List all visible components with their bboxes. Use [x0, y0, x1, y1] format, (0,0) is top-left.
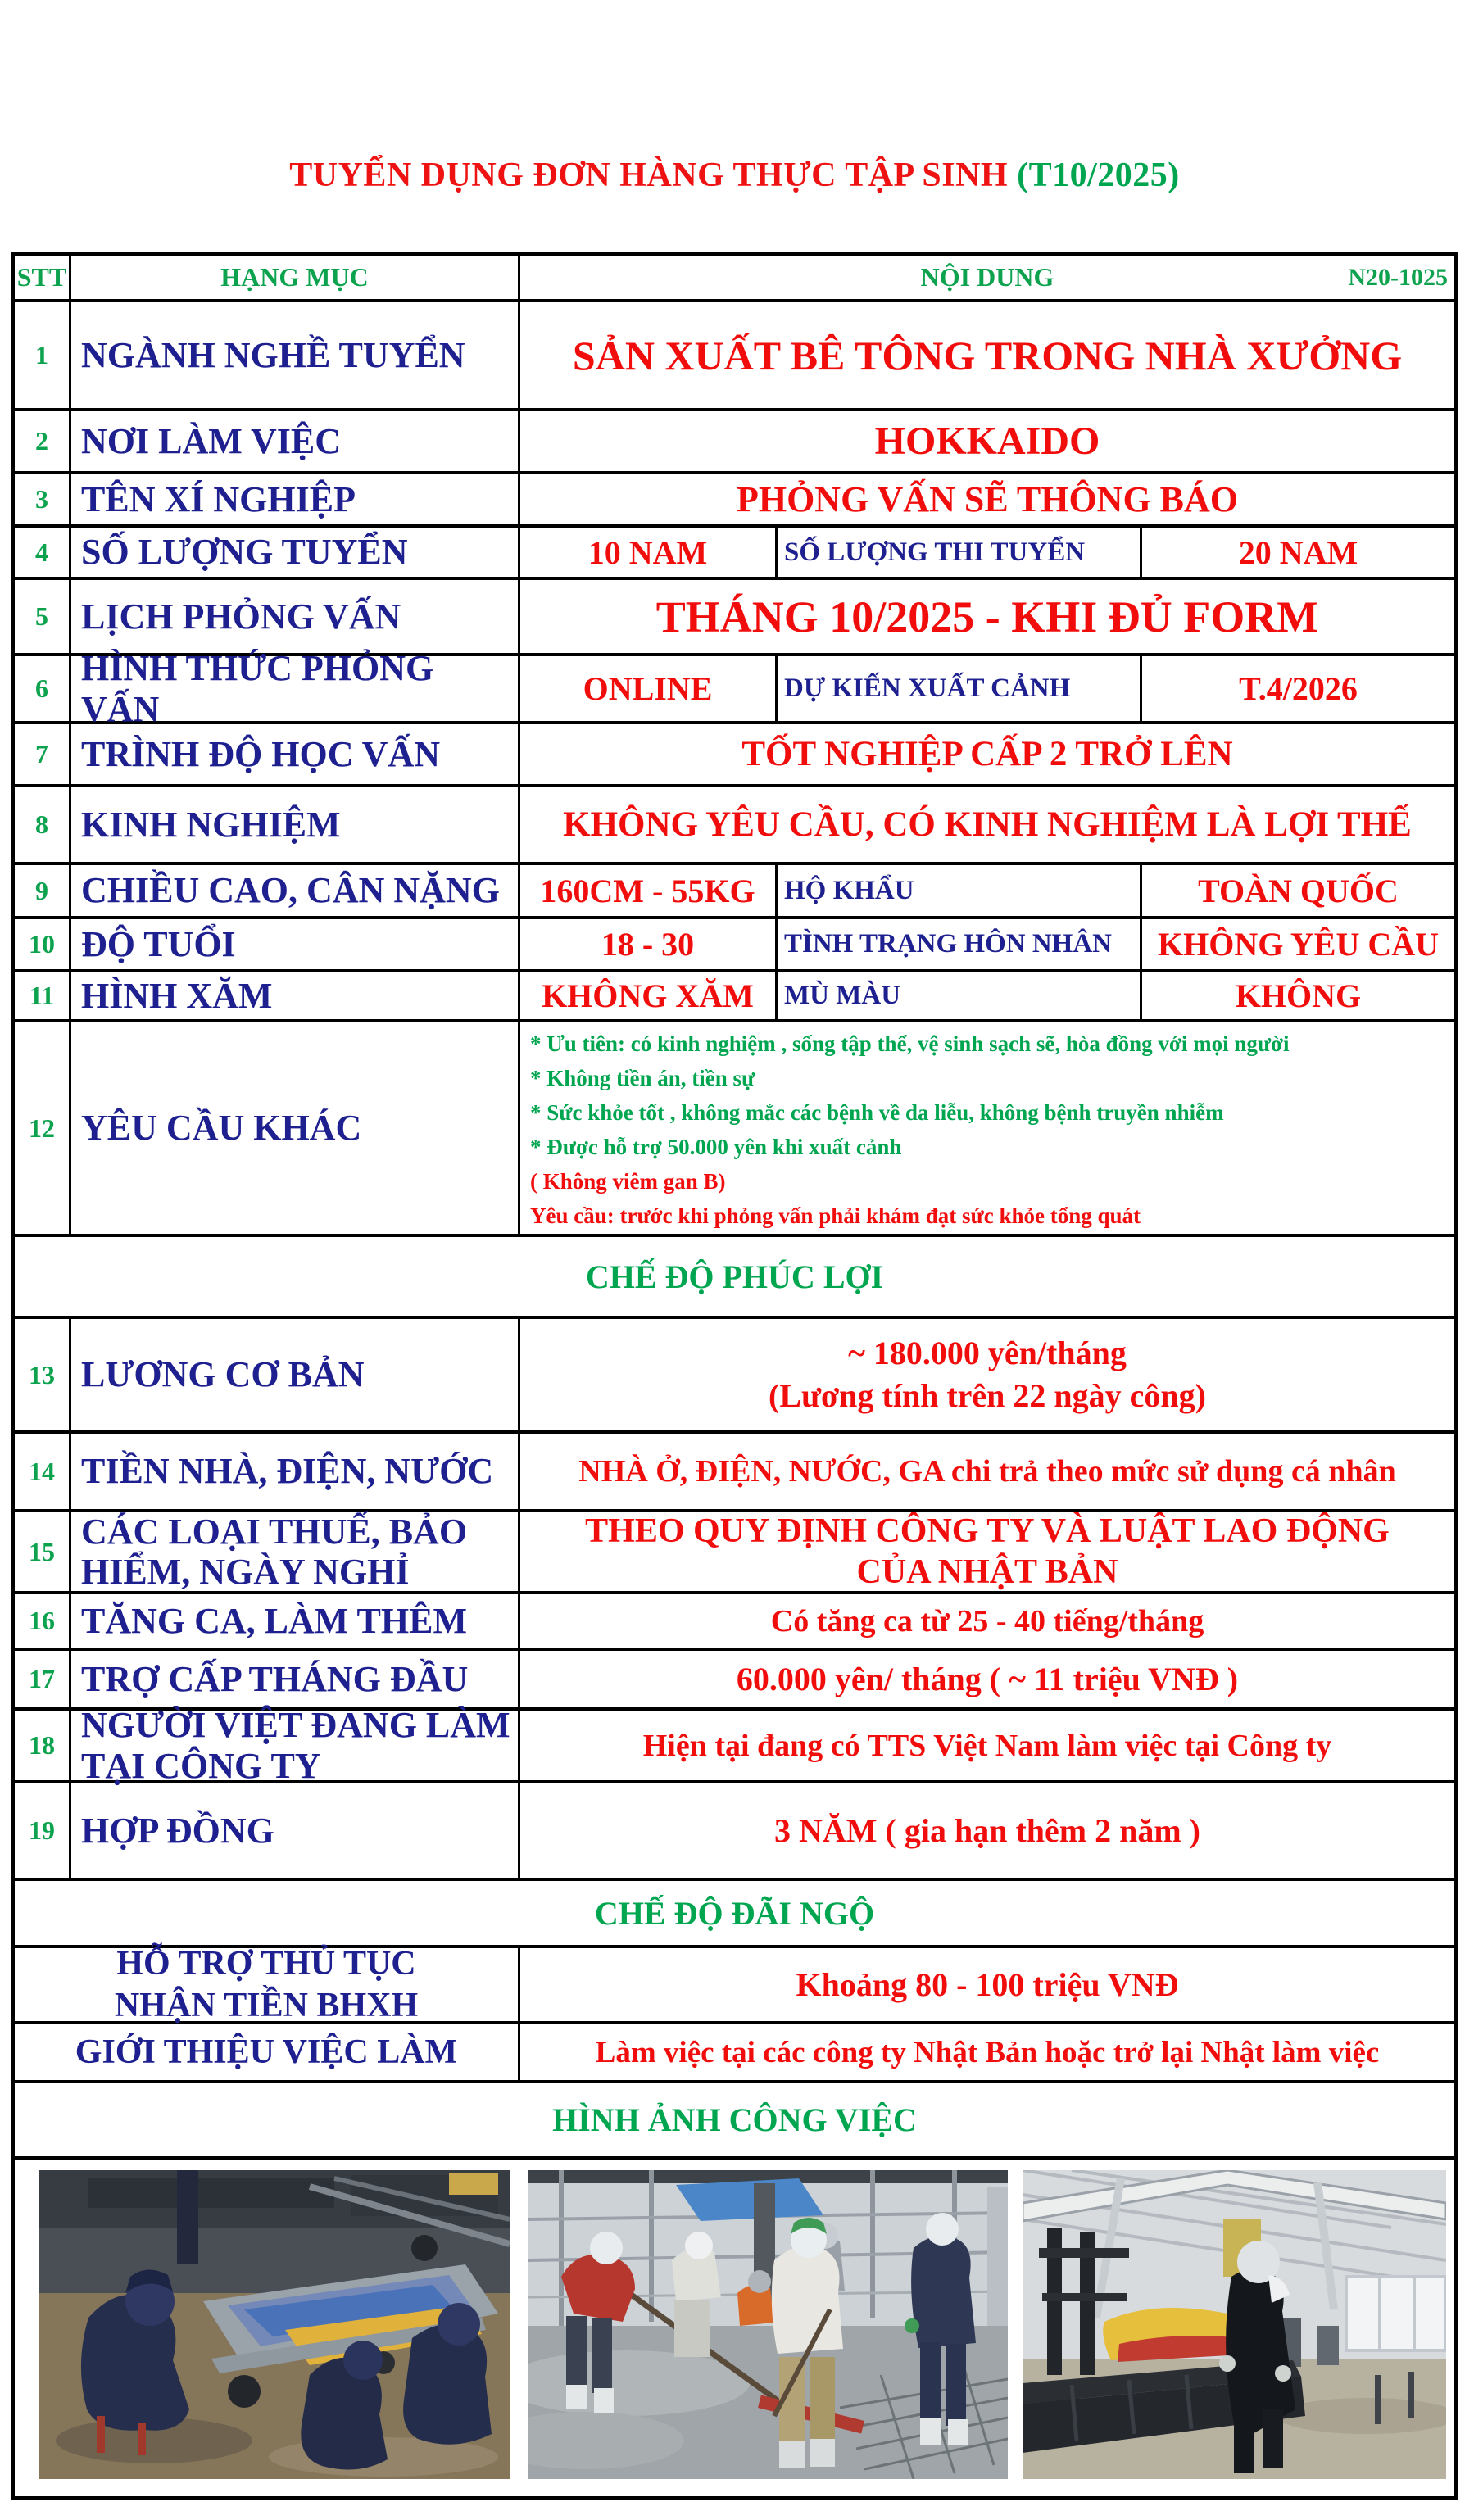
row-12-label: YÊU CẦU KHÁC [71, 1022, 520, 1234]
row-11-value-1: KHÔNG XĂM [520, 972, 778, 1019]
section-row [15, 1237, 1454, 1319]
header-stt: STT [15, 256, 71, 299]
row-11-sublabel: MÙ MÀU [778, 972, 1142, 1019]
table-row [15, 724, 1454, 787]
row-3-label: TÊN XÍ NGHIỆP [71, 474, 520, 524]
row-5-number: 5 [15, 580, 71, 653]
photo-forklift-carrying-concrete-mold [1023, 2170, 1446, 2479]
row-15-value: THEO QUY ĐỊNH CÔNG TY VÀ LUẬT LAO ĐỘNG CỦA NHẬT BẢN [585, 1512, 1390, 1591]
row-19-value: 3 NĂM ( gia hạn thêm 2 năm ) [774, 1812, 1200, 1849]
row-6-value-1: ONLINE [520, 656, 778, 721]
row-9-number: 9 [15, 865, 71, 916]
row-2-value: HOKKAIDO [874, 419, 1100, 463]
row-13-value [520, 1319, 1454, 1430]
title-main: TUYỂN DỤNG ĐƠN HÀNG THỰC TẬP SINH [289, 156, 1009, 194]
row-6-sublabel: DỰ KIẾN XUẤT CẢNH [778, 656, 1142, 721]
document-title [11, 156, 1458, 195]
requirement-line: * Ưu tiên: có kinh nghiệm , sống tập thể, vệ sinh sạch sẽ, hòa đồng với mọi người [530, 1031, 1290, 1057]
table-row [15, 580, 1454, 656]
photo-1-graphic [39, 2170, 510, 2479]
row-9-value-2: TOÀN QUỐC [1198, 872, 1399, 909]
row-7-value: TỐT NGHIỆP CẤP 2 TRỞ LÊN [742, 735, 1233, 773]
row-4-number: 4 [15, 528, 71, 577]
row-10-sublabel: TÌNH TRẠNG HÔN NHÂN [778, 919, 1142, 969]
header-content [520, 256, 1454, 299]
requirement-line: * Được hỗ trợ 50.000 yên khi xuất cảnh [530, 1135, 902, 1159]
table-row [15, 474, 1454, 528]
header-code: N20-1025 [1348, 263, 1448, 291]
table-row [15, 1651, 1454, 1711]
table-row [15, 528, 1454, 580]
bhxh-value: Khoảng 80 - 100 triệu VNĐ [796, 1966, 1179, 2003]
photo-3-graphic [1023, 2170, 1446, 2479]
row-17-number: 17 [15, 1651, 71, 1707]
row-16-value: Có tăng ca từ 25 - 40 tiếng/tháng [770, 1603, 1204, 1638]
table-row [15, 865, 1454, 919]
salary-line-1: ~ 180.000 yên/tháng [848, 1335, 1127, 1371]
row-1-value: SẢN XUẤT BÊ TÔNG TRONG NHÀ XƯỞNG [572, 332, 1403, 378]
row-16-label: TĂNG CA, LÀM THÊM [71, 1594, 520, 1648]
table-row [15, 1022, 1454, 1237]
row-5-value: THÁNG 10/2025 - KHI ĐỦ FORM [655, 591, 1319, 641]
row-15-number: 15 [15, 1512, 71, 1591]
row-14-value: NHÀ Ở, ĐIỆN, NƯỚC, GA chi trả theo mức sử dụng cá nhân [578, 1454, 1396, 1489]
row-2-label: NƠI LÀM VIỆC [71, 411, 520, 471]
row-5-label: LỊCH PHỎNG VẤN [71, 580, 520, 653]
section-perks: CHẾ ĐỘ ĐÃI NGỘ [594, 1894, 875, 1932]
row-12-value [520, 1022, 1454, 1234]
row-3-value: PHỎNG VẤN SẼ THÔNG BÁO [736, 479, 1239, 519]
job-intro-label: GIỚI THIỆU VIỆC LÀM [15, 2024, 520, 2080]
table-row [15, 1434, 1454, 1512]
row-11-number: 11 [15, 972, 71, 1019]
row-14-number: 14 [15, 1434, 71, 1509]
photo-strip [15, 2160, 1454, 2496]
table-row [15, 919, 1454, 972]
recruitment-table [11, 252, 1458, 2500]
table-row [15, 1945, 1454, 2024]
row-9-label: CHIỀU CAO, CÂN NẶNG [71, 865, 520, 916]
table-header-row [15, 256, 1454, 302]
row-7-number: 7 [15, 724, 71, 784]
row-12-number: 12 [15, 1022, 71, 1234]
row-19-label: HỢP ĐỒNG [71, 1783, 520, 1878]
row-10-value-2: KHÔNG YÊU CẦU [1158, 926, 1439, 963]
table-row [15, 1783, 1454, 1881]
row-16-number: 16 [15, 1594, 71, 1648]
row-6-number: 6 [15, 656, 71, 721]
requirement-line: * Không tiền án, tiền sự [530, 1066, 755, 1091]
row-19-number: 19 [15, 1783, 71, 1878]
salary-line-2: (Lương tính trên 22 ngày công) [769, 1377, 1206, 1414]
row-18-value: Hiện tại đang có TTS Việt Nam làm việc tại Công ty [642, 1728, 1332, 1763]
row-1-number: 1 [15, 302, 71, 408]
photo-workers-inspecting-concrete-mold-trolley [39, 2170, 510, 2479]
photo-workers-leveling-concrete-floor [528, 2170, 1008, 2479]
row-4-label: SỐ LƯỢNG TUYỂN [71, 528, 520, 577]
section-benefits: CHẾ ĐỘ PHÚC LỢI [585, 1258, 884, 1295]
row-11-label: HÌNH XĂM [71, 972, 520, 1019]
requirement-line: ( Không viêm gan B) [530, 1168, 726, 1194]
title-period: (T10/2025) [1017, 156, 1180, 194]
row-8-number: 8 [15, 787, 71, 862]
table-row [15, 1594, 1454, 1651]
table-row [15, 648, 1454, 729]
row-8-label: KINH NGHIỆM [71, 787, 520, 862]
row-4-value-2: 20 NAM [1238, 533, 1358, 571]
job-intro-value: Làm việc tại các công ty Nhật Bản hoặc trở lại Nhật làm việc [595, 2035, 1380, 2069]
table-row [15, 1319, 1454, 1434]
row-6-value-2: T.4/2026 [1239, 670, 1358, 707]
section-row [15, 1881, 1454, 1948]
row-13-number: 13 [15, 1319, 71, 1430]
row-8-value: KHÔNG YÊU CẦU, CÓ KINH NGHIỆM LÀ LỢI THẾ [563, 805, 1412, 844]
row-10-label: ĐỘ TUỔI [71, 919, 520, 969]
table-row [15, 787, 1454, 865]
salary-lines [769, 1326, 1206, 1424]
row-15-label: CÁC LOẠI THUẾ, BẢO HIỂM, NGÀY NGHỈ [71, 1512, 520, 1591]
row-1-label: NGÀNH NGHỀ TUYỂN [71, 302, 520, 408]
row-10-value-1: 18 - 30 [520, 919, 778, 969]
table-row [15, 302, 1454, 411]
bhxh-label: HỖ TRỢ THỦ TỤC NHẬN TIỀN BHXH [15, 1948, 520, 2021]
table-row [15, 2024, 1454, 2083]
row-4-value-1: 10 NAM [520, 528, 778, 577]
row-9-sublabel: HỘ KHẨU [778, 865, 1142, 916]
row-9-value-1: 160CM - 55KG [520, 865, 778, 916]
table-row [15, 1705, 1454, 1786]
section-row [15, 2083, 1454, 2160]
row-7-label: TRÌNH ĐỘ HỌC VẤN [71, 724, 520, 784]
row-17-label: TRỢ CẤP THÁNG ĐẦU [71, 1651, 520, 1707]
section-photos: HÌNH ẢNH CÔNG VIỆC [552, 2101, 917, 2138]
row-6-label: HÌNH THỨC PHỎNG VẤN [71, 656, 520, 721]
row-10-number: 10 [15, 919, 71, 969]
other-requirements-list [520, 1014, 1454, 1241]
header-category: HẠNG MỤC [71, 256, 520, 299]
row-14-label: TIỀN NHÀ, ĐIỆN, NƯỚC [71, 1434, 520, 1509]
row-3-number: 3 [15, 474, 71, 524]
row-18-label: NGƯỜI VIỆT ĐANG LÀM TẠI CÔNG TY [71, 1711, 520, 1780]
row-18-number: 18 [15, 1711, 71, 1780]
table-row [15, 411, 1454, 474]
row-17-value: 60.000 yên/ tháng ( ~ 11 triệu VNĐ ) [736, 1661, 1239, 1697]
row-13-label: LƯƠNG CƠ BẢN [71, 1319, 520, 1430]
requirement-line: * Sức khỏe tốt , không mắc các bệnh về da liễu, không bệnh truyền nhiễm [530, 1100, 1224, 1126]
row-11-value-2: KHÔNG [1235, 977, 1362, 1014]
table-row [15, 1512, 1454, 1594]
row-4-sublabel: SỐ LƯỢNG THI TUYỂN [778, 528, 1142, 577]
requirement-line: Yêu cầu: trước khi phỏng vấn phải khám đạt sức khỏe tổng quát [530, 1203, 1141, 1228]
header-content-label: NỘI DUNG [920, 262, 1054, 292]
row-2-number: 2 [15, 411, 71, 471]
photo-2-graphic [528, 2170, 1008, 2479]
